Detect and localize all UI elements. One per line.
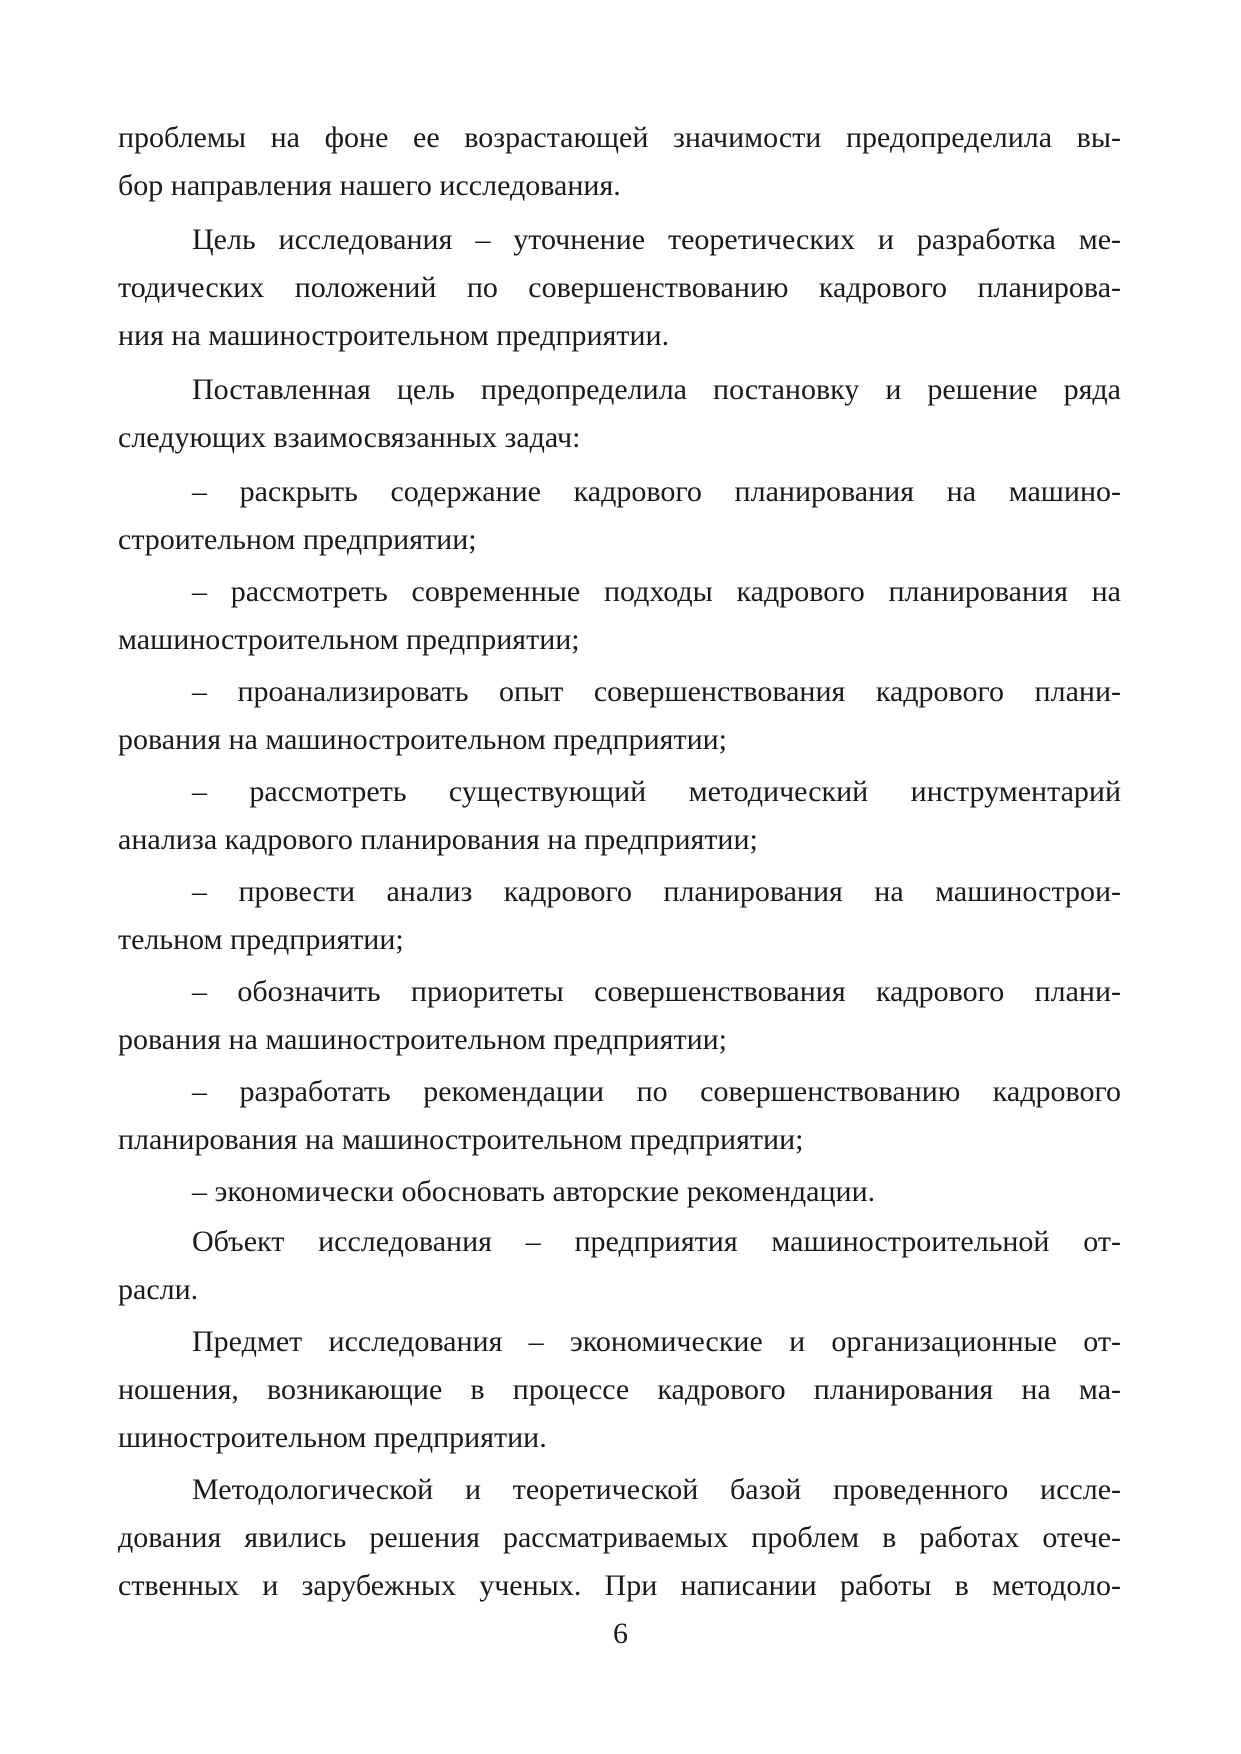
text-line: Поставленная цель предопределила постановку и решение ряда bbox=[192, 373, 1121, 406]
text-line: Предмет исследования – экономические и организационные от- bbox=[192, 1325, 1121, 1358]
text-line: – рассмотреть современные подходы кадрового планирования на bbox=[192, 575, 1121, 608]
text-line: проблемы на фоне ее возрастающей значимости предопределила вы- bbox=[118, 121, 1121, 154]
text-line: – экономически обосновать авторские рекомендации. bbox=[192, 1175, 876, 1208]
page-number: 6 bbox=[613, 1617, 628, 1650]
text-line: – разработать рекомендации по совершенствованию кадрового bbox=[192, 1075, 1121, 1108]
text-line: расли. bbox=[118, 1273, 199, 1306]
text-line: Объект исследования – предприятия машиностроительной от- bbox=[192, 1225, 1121, 1258]
text-line: – провести анализ кадрового планирования на машинострои- bbox=[192, 875, 1121, 908]
text-line: – обозначить приоритеты совершенствования кадрового плани- bbox=[192, 975, 1121, 1008]
text-line: ношения, возникающие в процессе кадрового планирования на ма- bbox=[118, 1373, 1121, 1406]
text-line: бор направления нашего исследования. bbox=[118, 169, 621, 202]
text-line: анализа кадрового планирования на предприятии; bbox=[118, 823, 758, 856]
text-line: машиностроительном предприятии; bbox=[118, 623, 580, 656]
text-line: рования на машиностроительном предприятии; bbox=[118, 1023, 728, 1056]
text-line: шиностроительном предприятии. bbox=[118, 1421, 547, 1454]
text-line: тодических положений по совершенствованию кадрового планирова- bbox=[118, 271, 1121, 304]
text-line: – проанализировать опыт совершенствования кадрового плани- bbox=[192, 675, 1121, 708]
text-line: рования на машиностроительном предприятии; bbox=[118, 723, 728, 756]
text-line: дования явились решения рассматриваемых проблем в работах отече- bbox=[118, 1521, 1121, 1554]
text-line: следующих взаимосвязанных задач: bbox=[118, 421, 581, 454]
text-line: Методологической и теоретической базой проведенного иссле- bbox=[192, 1473, 1121, 1506]
text-line: ния на машиностроительном предприятии. bbox=[118, 319, 670, 352]
text-line: тельном предприятии; bbox=[118, 923, 404, 956]
text-line: планирования на машиностроительном предприятии; bbox=[118, 1123, 804, 1156]
text-line: Цель исследования – уточнение теоретических и разработка ме- bbox=[192, 223, 1121, 256]
text-line: строительном предприятии; bbox=[118, 523, 477, 556]
text-line: ственных и зарубежных ученых. При написании работы в методоло- bbox=[118, 1569, 1121, 1602]
text-line: – рассмотреть существующий методический инструментарий bbox=[192, 775, 1121, 808]
text-line: – раскрыть содержание кадрового планирования на машино- bbox=[192, 475, 1121, 508]
